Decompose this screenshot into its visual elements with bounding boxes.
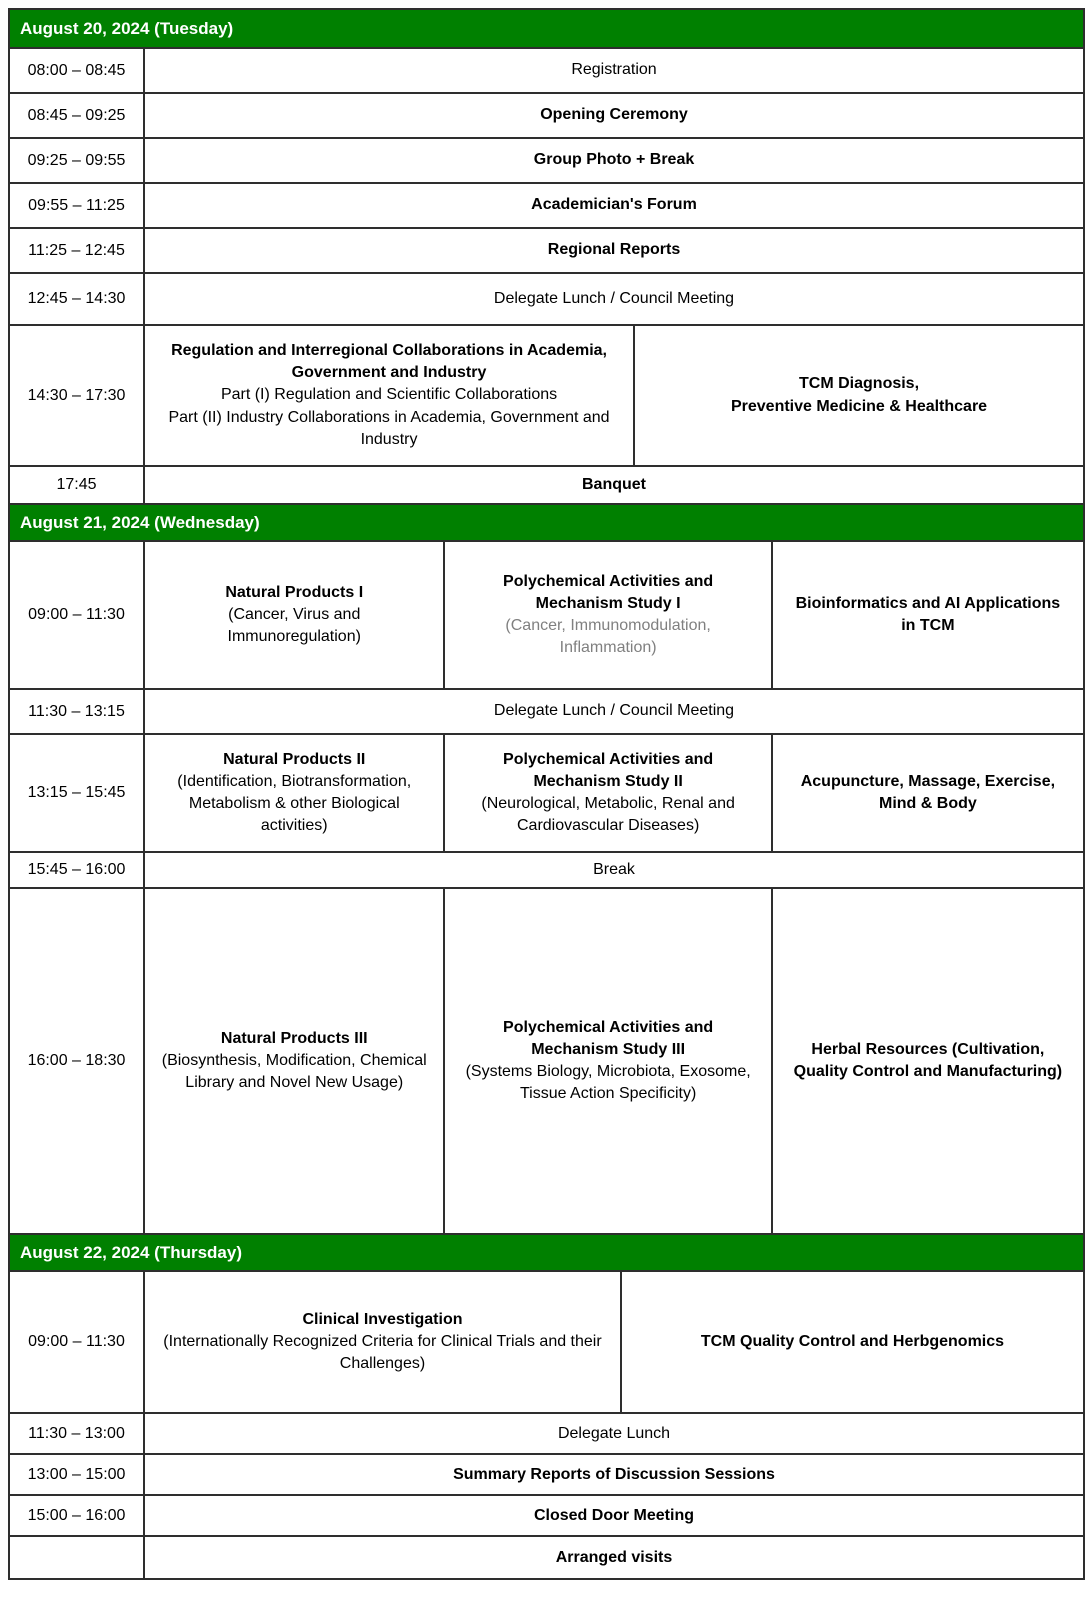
session-detail: Break (593, 861, 635, 878)
session-cell (771, 542, 1083, 688)
schedule-row (10, 1494, 1083, 1535)
session-title: Group Photo + Break (533, 151, 695, 169)
session-cell (443, 735, 770, 851)
time-cell: 09:00 – 11:30 (10, 542, 145, 688)
session-detail: (Cancer, Immunomodulation, Inflammation) (505, 617, 711, 657)
time-cell: 15:00 – 16:00 (10, 1496, 145, 1535)
session-title: Banquet (582, 475, 646, 493)
time-cell: 17:45 (10, 467, 145, 503)
session-cell (145, 889, 443, 1233)
session-title: Preventive Medicine & Healthcare (730, 397, 988, 415)
time-cell: 09:25 – 09:55 (10, 139, 145, 182)
schedule-row (10, 1412, 1083, 1453)
time-cell: 09:00 – 11:30 (10, 1272, 145, 1412)
session-title: Natural Products III (220, 1029, 368, 1047)
session-detail: (Biosynthesis, Modification, Chemical Library and Novel New Usage) (161, 1052, 427, 1092)
session-detail: Delegate Lunch / Council Meeting (493, 289, 735, 307)
session-detail: Registration (571, 61, 657, 79)
schedule-table (8, 8, 1085, 1580)
session-title: Clinical Investigation (302, 1310, 463, 1328)
schedule-row (10, 182, 1083, 227)
session-title: Polychemical Activities and Mechanism Study II (503, 750, 714, 790)
session-title: Natural Products II (223, 750, 366, 768)
time-cell: 11:25 – 12:45 (10, 229, 145, 272)
session-cell (145, 1537, 1083, 1578)
session-cell (771, 735, 1083, 851)
session-title: Regional Reports (547, 241, 681, 259)
schedule-row (10, 465, 1083, 503)
schedule-row (10, 272, 1083, 324)
session-detail: (Systems Biology, Microbiota, Exosome, Tissue Action Specificity) (465, 1063, 751, 1103)
session-title: Government and Industry (291, 364, 487, 382)
session-cell (145, 853, 1083, 887)
session-cell (145, 690, 1083, 733)
schedule-row (10, 92, 1083, 137)
session-cell (771, 889, 1083, 1233)
session-title: Arranged visits (555, 1548, 673, 1566)
session-title: Opening Ceremony (540, 106, 688, 124)
session-title: Natural Products I (225, 583, 364, 601)
session-cell (145, 49, 1083, 92)
session-cell (633, 326, 1083, 465)
session-title: Acupuncture, Massage, Exercise, Mind & Body (800, 772, 1056, 812)
session-title: Summary Reports of Discussion Sessions (453, 1465, 775, 1483)
time-cell: 13:15 – 15:45 (10, 735, 145, 851)
session-title: Regulation and Interregional Collaborations in Academia, (171, 342, 607, 360)
session-title: Academician's Forum (531, 196, 697, 214)
time-cell: 12:45 – 14:30 (10, 274, 145, 324)
session-cell (145, 735, 443, 851)
session-detail: (Neurological, Metabolic, Renal and Cardiovascular Diseases) (481, 795, 735, 835)
schedule-row (10, 733, 1083, 851)
schedule-row (10, 324, 1083, 465)
session-cell (145, 542, 443, 688)
time-cell: 13:00 – 15:00 (10, 1455, 145, 1494)
session-title: TCM Diagnosis, (799, 375, 920, 393)
session-cell (145, 1496, 1083, 1535)
session-title: Polychemical Activities and Mechanism Study I (503, 572, 714, 612)
session-cell (145, 1272, 620, 1412)
time-cell: 16:00 – 18:30 (10, 889, 145, 1233)
session-cell (145, 1455, 1083, 1494)
time-cell: 08:45 – 09:25 (10, 94, 145, 137)
session-cell (620, 1272, 1083, 1412)
schedule-row (10, 47, 1083, 92)
session-cell (145, 139, 1083, 182)
session-cell (145, 184, 1083, 227)
schedule-row (10, 851, 1083, 887)
session-cell (145, 274, 1083, 324)
session-detail: Delegate Lunch / Council Meeting (493, 702, 735, 720)
time-cell: 08:00 – 08:45 (10, 49, 145, 92)
session-cell (443, 542, 770, 688)
schedule-row (10, 1535, 1083, 1578)
schedule-row (10, 1270, 1083, 1412)
time-cell (10, 1537, 145, 1578)
schedule-row (10, 688, 1083, 733)
schedule-row (10, 1453, 1083, 1494)
session-title: Closed Door Meeting (533, 1506, 694, 1524)
schedule-row (10, 540, 1083, 688)
session-title: Polychemical Activities and Mechanism Study III (503, 1018, 714, 1058)
time-cell: 11:30 – 13:00 (10, 1414, 145, 1453)
day-header: August 21, 2024 (Wednesday) (10, 503, 1083, 540)
session-title: Herbal Resources (Cultivation, Quality Control and Manufacturing) (793, 1041, 1063, 1081)
session-detail: (Internationally Recognized Criteria for Clinical Trials and their Challenges) (163, 1333, 602, 1373)
time-cell: 15:45 – 16:00 (10, 853, 145, 887)
schedule-row (10, 227, 1083, 272)
time-cell: 14:30 – 17:30 (10, 326, 145, 465)
day-header: August 22, 2024 (Thursday) (10, 1233, 1083, 1270)
session-cell (443, 889, 770, 1233)
session-detail: Delegate Lunch (557, 1424, 671, 1442)
session-cell (145, 326, 633, 465)
schedule-row (10, 887, 1083, 1233)
session-detail: (Cancer, Virus and Immunoregulation) (227, 605, 361, 646)
session-title: TCM Quality Control and Herbgenomics (700, 1333, 1005, 1351)
session-cell (145, 467, 1083, 503)
session-detail: Part (I) Regulation and Scientific Collaborations (220, 386, 558, 404)
schedule-row (10, 137, 1083, 182)
time-cell: 11:30 – 13:15 (10, 690, 145, 733)
day-header: August 20, 2024 (Tuesday) (10, 10, 1083, 47)
time-cell: 09:55 – 11:25 (10, 184, 145, 227)
session-title: Bioinformatics and AI Applications in TCM (795, 594, 1061, 634)
session-detail: (Identification, Biotransformation, Metabolism & other Biological activities) (177, 772, 412, 835)
session-detail: Part (II) Industry Collaborations in Academia, Government and Industry (168, 408, 610, 448)
session-cell (145, 1414, 1083, 1453)
session-cell (145, 229, 1083, 272)
session-cell (145, 94, 1083, 137)
